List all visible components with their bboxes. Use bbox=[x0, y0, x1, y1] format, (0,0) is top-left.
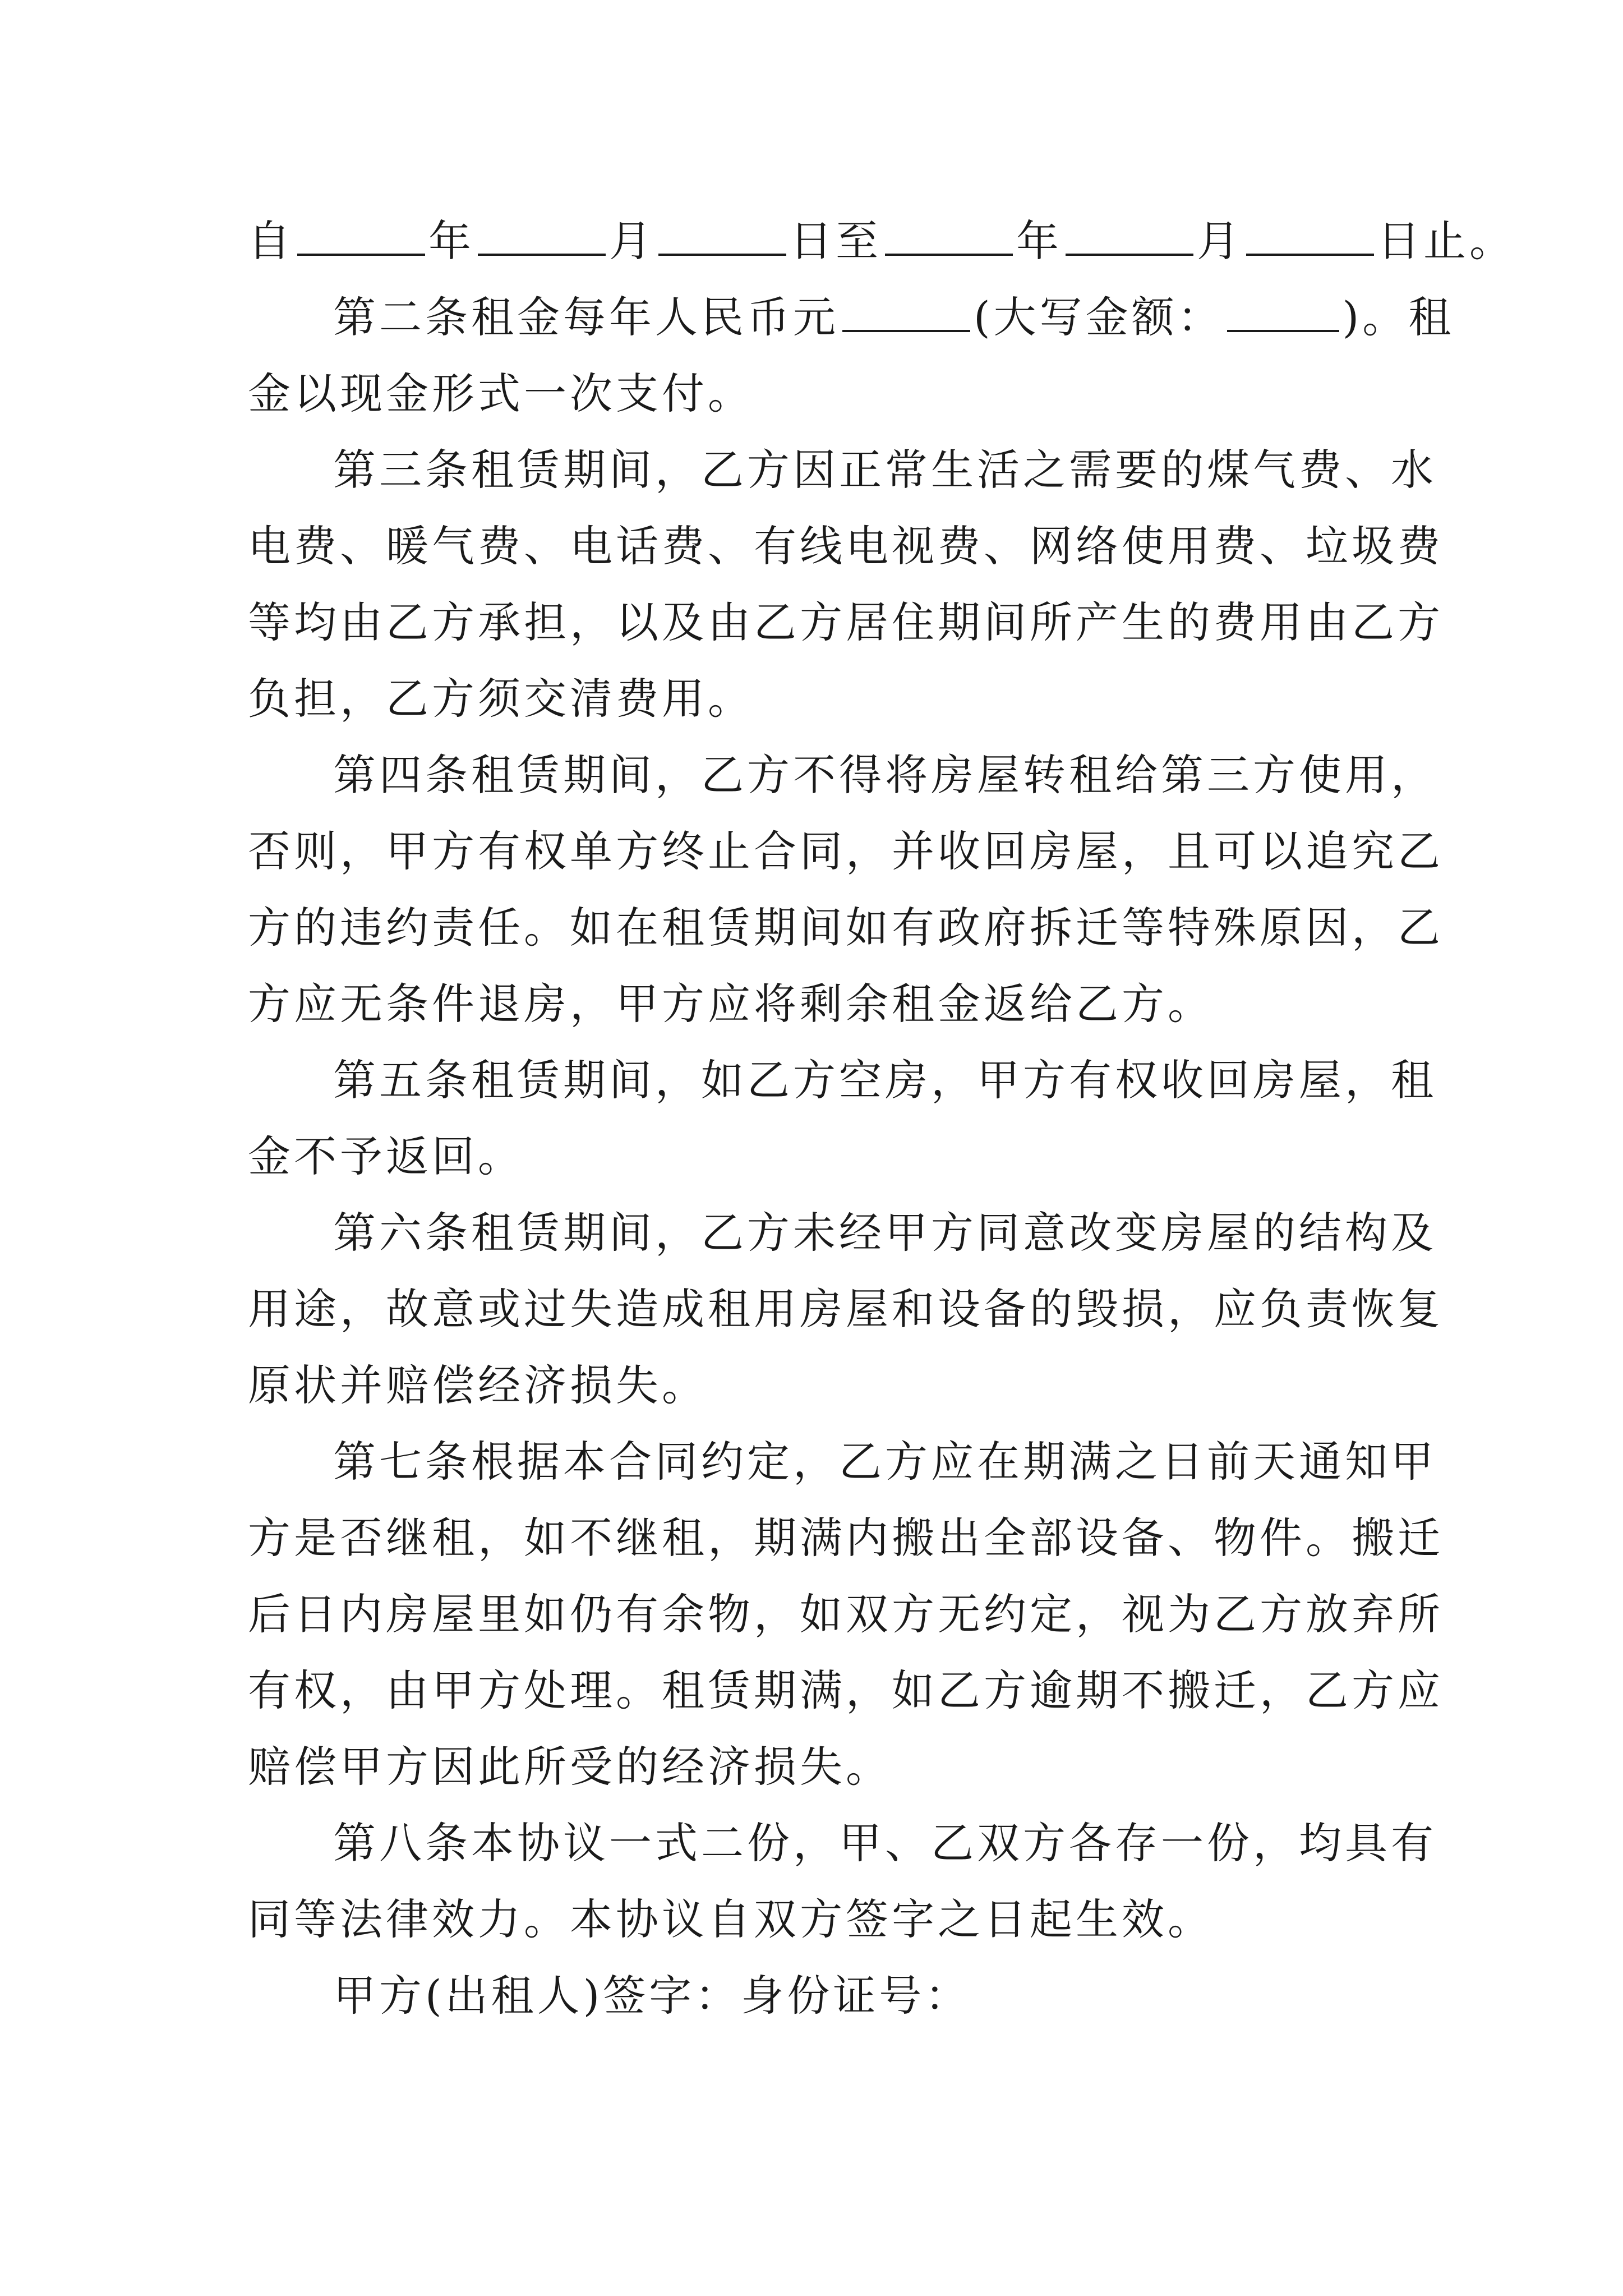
text-segment: (大写金额： bbox=[974, 292, 1224, 342]
article-4-line-2: 否则，甲方有权单方终止合同，并收回房屋，且可以追究乙 bbox=[248, 826, 1444, 876]
signature-line: 甲方(出租人)签字：身份证号： bbox=[333, 1971, 971, 2021]
text-segment: 日止。 bbox=[1377, 216, 1515, 266]
article-7-line-3: 后日内房屋里如仍有余物，如双方无约定，视为乙方放弃所 bbox=[248, 1589, 1444, 1639]
blank-field bbox=[658, 214, 786, 256]
blank-field bbox=[1066, 214, 1193, 256]
text-segment: 年 bbox=[428, 216, 474, 266]
text-segment: 月 bbox=[609, 216, 655, 266]
blank-field bbox=[1246, 214, 1374, 256]
blank-field bbox=[1227, 291, 1339, 332]
text-segment: 日至 bbox=[790, 216, 882, 266]
article-8-line-1: 第八条本协议一式二份，甲、乙双方各存一份，均具有 bbox=[333, 1818, 1437, 1868]
article-6-line-1: 第六条租赁期间，乙方未经甲方同意改变房屋的结构及 bbox=[333, 1208, 1437, 1258]
article-2-line-2: 金以现金形式一次支付。 bbox=[248, 369, 754, 418]
article-3-line-4: 负担，乙方须交清费用。 bbox=[248, 674, 754, 724]
article-7-line-1: 第七条根据本合同约定，乙方应在期满之日前天通知甲 bbox=[333, 1437, 1437, 1487]
contract-body bbox=[248, 203, 1515, 2034]
blank-field bbox=[885, 214, 1013, 256]
article-6-line-3: 原状并赔偿经济损失。 bbox=[248, 1360, 708, 1410]
article-7-line-5: 赔偿甲方因此所受的经济损失。 bbox=[248, 1742, 892, 1792]
text-segment: 自 bbox=[248, 216, 294, 266]
article-2-line-1 bbox=[248, 279, 1455, 356]
article-4-line-3: 方的违约责任。如在租赁期间如有政府拆迁等特殊原因，乙 bbox=[248, 903, 1444, 953]
text-segment: 年 bbox=[1016, 216, 1062, 266]
article-5-line-1: 第五条租赁期间，如乙方空房，甲方有权收回房屋，租 bbox=[333, 1055, 1437, 1105]
blank-field bbox=[842, 291, 970, 332]
article-6-line-2: 用途，故意或过失造成租用房屋和设备的毁损，应负责恢复 bbox=[248, 1284, 1444, 1334]
article-3-line-1: 第三条租赁期间，乙方因正常生活之需要的煤气费、水 bbox=[333, 445, 1437, 495]
article-7-line-4: 有权，由甲方处理。租赁期满，如乙方逾期不搬迁，乙方应 bbox=[248, 1665, 1444, 1715]
rental-period-line bbox=[248, 203, 1515, 279]
article-3-line-3: 等均由乙方承担，以及由乙方居住期间所产生的费用由乙方 bbox=[248, 597, 1444, 647]
blank-field bbox=[297, 214, 425, 256]
article-4-line-4: 方应无条件退房，甲方应将剩余租金返给乙方。 bbox=[248, 979, 1214, 1029]
article-8-line-2: 同等法律效力。本协议自双方签字之日起生效。 bbox=[248, 1894, 1214, 1944]
text-segment: 第二条租金每年人民币元 bbox=[333, 292, 839, 342]
text-segment: 月 bbox=[1197, 216, 1243, 266]
article-4-line-1: 第四条租赁期间，乙方不得将房屋转租给第三方使用， bbox=[333, 750, 1437, 800]
article-5-line-2: 金不予返回。 bbox=[248, 1131, 524, 1181]
article-7-line-2: 方是否继租，如不继租，期满内搬出全部设备、物件。搬迁 bbox=[248, 1513, 1444, 1563]
article-3-line-2: 电费、暖气费、电话费、有线电视费、网络使用费、垃圾费 bbox=[248, 521, 1444, 571]
text-segment: )。租 bbox=[1342, 292, 1455, 342]
blank-field bbox=[478, 214, 606, 256]
